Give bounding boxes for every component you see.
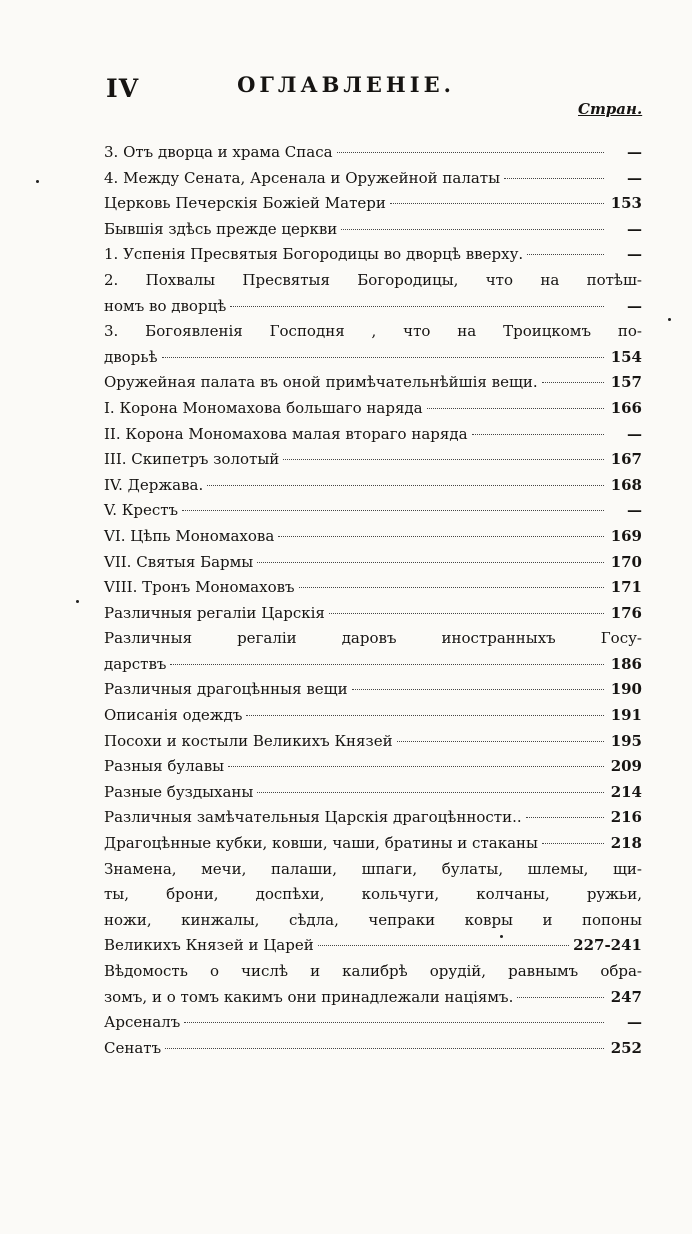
dot-leader xyxy=(542,843,604,844)
toc-entry-line xyxy=(104,729,642,755)
toc-entry-text: 4. Между Сената, Арсенала и Оружейной палаты xyxy=(104,168,501,187)
toc-entry xyxy=(104,217,642,243)
toc-entry xyxy=(104,447,642,473)
toc-page-number: 154 xyxy=(610,347,642,366)
dot-leader xyxy=(517,997,604,998)
toc-entry-line: ты, брони, доспѣхи, кольчуги, колчаны, ружьи, xyxy=(104,885,642,904)
print-speck xyxy=(76,600,79,603)
toc-entry-line xyxy=(104,370,642,396)
toc-entry-text: Бывшія здѣсь прежде церкви xyxy=(104,219,338,238)
toc-entry xyxy=(104,242,642,268)
dot-leader xyxy=(526,817,604,818)
toc-entry-text: III. Скипетръ золотый xyxy=(104,450,280,469)
toc-page-number: 170 xyxy=(610,552,642,571)
dot-leader xyxy=(504,178,604,179)
toc-entry-line: ножи, кинжалы, сѣдла, чепраки ковры и попоны xyxy=(104,910,642,929)
print-speck xyxy=(500,935,503,938)
dot-leader xyxy=(352,689,604,690)
page-number: IV xyxy=(106,74,140,103)
toc-page-number: 190 xyxy=(610,680,642,699)
dot-leader xyxy=(341,229,604,230)
toc-page-number: 176 xyxy=(610,603,642,622)
toc-entry-line xyxy=(104,242,642,268)
toc-entry xyxy=(104,1010,642,1036)
toc-entry-line xyxy=(104,1036,642,1062)
toc-entry xyxy=(104,422,642,448)
table-of-contents xyxy=(104,140,642,1061)
toc-entry xyxy=(104,959,642,1010)
dot-leader xyxy=(182,510,604,511)
toc-entry-line xyxy=(104,703,642,729)
toc-entry-line xyxy=(104,652,642,678)
toc-entry-text: IV. Держава. xyxy=(104,475,204,494)
toc-page-number: 153 xyxy=(610,194,642,213)
dot-leader xyxy=(230,306,604,307)
toc-entry-text: Великихъ Князей и Царей xyxy=(104,936,314,955)
toc-entry xyxy=(104,1036,642,1062)
toc-page-number: 195 xyxy=(610,731,642,750)
toc-entry xyxy=(104,754,642,780)
toc-entry-text: Разныя булавы xyxy=(104,757,225,776)
toc-page-number: 218 xyxy=(610,834,642,853)
dot-leader xyxy=(283,459,604,460)
toc-entry-line: 3. Богоявленія Господня , что на Троицкомъ по- xyxy=(104,322,642,341)
dot-leader xyxy=(257,562,604,563)
toc-entry-text: VIII. Тронъ Мономаховъ xyxy=(104,578,295,597)
page-title: ОГЛАВЛЕНІЕ. xyxy=(237,72,455,97)
dot-leader xyxy=(228,766,604,767)
toc-entry xyxy=(104,805,642,831)
toc-entry xyxy=(104,524,642,550)
toc-entry-text: I. Корона Мономахова большаго наряда xyxy=(104,398,423,417)
toc-page-number: — xyxy=(627,501,642,520)
toc-entry xyxy=(104,575,642,601)
toc-entry-line xyxy=(104,601,642,627)
toc-page-number: — xyxy=(627,296,642,315)
toc-entry-line xyxy=(104,933,642,959)
toc-entry-line: Различныя регаліи даровъ иностранныхъ Госу- xyxy=(104,629,642,648)
page-column-label: Стран. xyxy=(578,100,643,118)
toc-entry-text: II. Корона Мономахова малая втораго наряда xyxy=(104,424,468,443)
toc-page-number: 252 xyxy=(610,1038,642,1057)
dot-leader xyxy=(318,945,569,946)
toc-page-number: — xyxy=(627,168,642,187)
toc-page-number: — xyxy=(627,143,642,161)
dot-leader xyxy=(246,715,604,716)
dot-leader xyxy=(299,587,604,588)
toc-page-number: 166 xyxy=(610,398,642,417)
toc-entry-text: VII. Святыя Бармы xyxy=(104,552,254,571)
toc-entry-line xyxy=(104,1010,642,1036)
toc-page-number: 169 xyxy=(610,526,642,545)
dot-leader xyxy=(162,357,604,358)
toc-entry-line xyxy=(104,191,642,217)
toc-page-number: 247 xyxy=(610,987,642,1006)
dot-leader xyxy=(390,203,604,204)
dot-leader xyxy=(184,1022,604,1023)
toc-entry-text: Драгоцѣнные кубки, ковши, чаши, братины и стаканы xyxy=(104,834,538,853)
toc-entry xyxy=(104,780,642,806)
toc-entry-line xyxy=(104,422,642,448)
toc-entry-text: зомъ, и о томъ какимъ они принадлежали націямъ. xyxy=(104,987,514,1006)
toc-entry xyxy=(104,166,642,192)
toc-page-number: — xyxy=(627,219,642,238)
toc-entry xyxy=(104,831,642,857)
toc-entry-line: Вѣдомость о числѣ и калибрѣ орудій, равнымъ обра- xyxy=(104,962,642,980)
toc-entry-text: Сенатъ xyxy=(104,1038,162,1057)
toc-entry-line xyxy=(104,473,642,499)
dot-leader xyxy=(527,254,604,255)
dot-leader xyxy=(257,792,604,793)
toc-entry-line xyxy=(104,498,642,524)
toc-entry-text: Арсеналъ xyxy=(104,1013,181,1032)
dot-leader xyxy=(329,613,604,614)
toc-entry-line xyxy=(104,524,642,550)
toc-entry-text: номъ во дворцѣ xyxy=(104,296,227,315)
toc-entry-text: дарствъ xyxy=(104,654,167,673)
toc-entry xyxy=(104,498,642,524)
dot-leader xyxy=(542,382,604,383)
toc-entry-text: Оружейная палата въ оной примѣчательнѣйшія вещи. xyxy=(104,373,538,392)
toc-entry xyxy=(104,370,642,396)
toc-entry-text: Различныя драгоцѣнныя вещи xyxy=(104,680,348,699)
toc-page-number: 214 xyxy=(610,782,642,801)
toc-entry-text: Церковь Печерскія Божіей Матери xyxy=(104,194,386,213)
toc-entry xyxy=(104,601,642,627)
toc-entry-line xyxy=(104,166,642,192)
toc-entry-text: Различныя замѣчательныя Царскія драгоцѣнности.. xyxy=(104,808,522,827)
toc-entry-line xyxy=(104,677,642,703)
toc-page-number: 186 xyxy=(610,654,642,673)
toc-page-number: 157 xyxy=(610,373,642,392)
dot-leader xyxy=(278,536,604,537)
toc-entry xyxy=(104,396,642,422)
toc-page-number: 168 xyxy=(610,475,642,494)
toc-entry-text: Посохи и костыли Великихъ Князей xyxy=(104,731,393,750)
toc-entry-line xyxy=(104,831,642,857)
print-speck xyxy=(668,318,671,321)
toc-entry-line xyxy=(104,447,642,473)
toc-entry-line xyxy=(104,985,642,1011)
toc-entry xyxy=(104,550,642,576)
toc-entry-line xyxy=(104,805,642,831)
toc-entry xyxy=(104,626,642,677)
toc-entry-text: Разные буздыханы xyxy=(104,782,254,801)
toc-entry-line xyxy=(104,140,642,166)
toc-page-number: — xyxy=(627,1013,642,1032)
toc-entry-line xyxy=(104,754,642,780)
toc-entry-line xyxy=(104,396,642,422)
dot-leader xyxy=(397,741,604,742)
toc-entry-line: Знамена, мечи, палаши, шпаги, булаты, шлемы, щи- xyxy=(104,859,642,878)
toc-entry-line: 2. Похвалы Пресвятыя Богородицы, что на потѣш- xyxy=(104,270,642,289)
dot-leader xyxy=(472,434,604,435)
dot-leader xyxy=(165,1048,604,1049)
toc-entry-line xyxy=(104,550,642,576)
toc-page-number: 216 xyxy=(610,808,642,827)
dot-leader xyxy=(337,152,604,153)
toc-page-number: 171 xyxy=(610,578,642,597)
toc-entry xyxy=(104,473,642,499)
dot-leader xyxy=(207,485,604,486)
toc-page-number: 227-241 xyxy=(573,936,642,955)
toc-entry-line xyxy=(104,780,642,806)
dot-leader xyxy=(170,664,604,665)
toc-entry-line xyxy=(104,575,642,601)
toc-entry-line xyxy=(104,217,642,243)
toc-entry-line xyxy=(104,345,642,371)
toc-page-number: 209 xyxy=(610,757,642,776)
toc-entry-text: V. Крестъ xyxy=(104,501,179,520)
toc-entry-text: дворьѣ xyxy=(104,347,158,366)
toc-entry xyxy=(104,677,642,703)
toc-entry xyxy=(104,319,642,370)
toc-entry xyxy=(104,140,642,166)
toc-entry-text: Описанія одеждъ xyxy=(104,706,243,725)
toc-page-number: 191 xyxy=(610,706,642,725)
toc-entry xyxy=(104,729,642,755)
toc-entry-text: 3. Отъ дворца и храма Спаса xyxy=(104,143,333,161)
toc-entry xyxy=(104,268,642,319)
toc-entry xyxy=(104,857,642,959)
toc-page-number: 167 xyxy=(610,450,642,469)
toc-page-number: — xyxy=(627,245,642,264)
toc-entry-text: Различныя регаліи Царскія xyxy=(104,603,325,622)
toc-entry xyxy=(104,191,642,217)
toc-entry xyxy=(104,703,642,729)
dot-leader xyxy=(427,408,604,409)
toc-entry-line xyxy=(104,294,642,320)
toc-entry-text: 1. Успенія Пресвятыя Богородицы во дворцѣ вверху. xyxy=(104,245,524,264)
toc-page-number: — xyxy=(627,424,642,443)
toc-entry-text: VI. Цѣпь Мономахова xyxy=(104,526,275,545)
print-speck xyxy=(36,180,39,183)
